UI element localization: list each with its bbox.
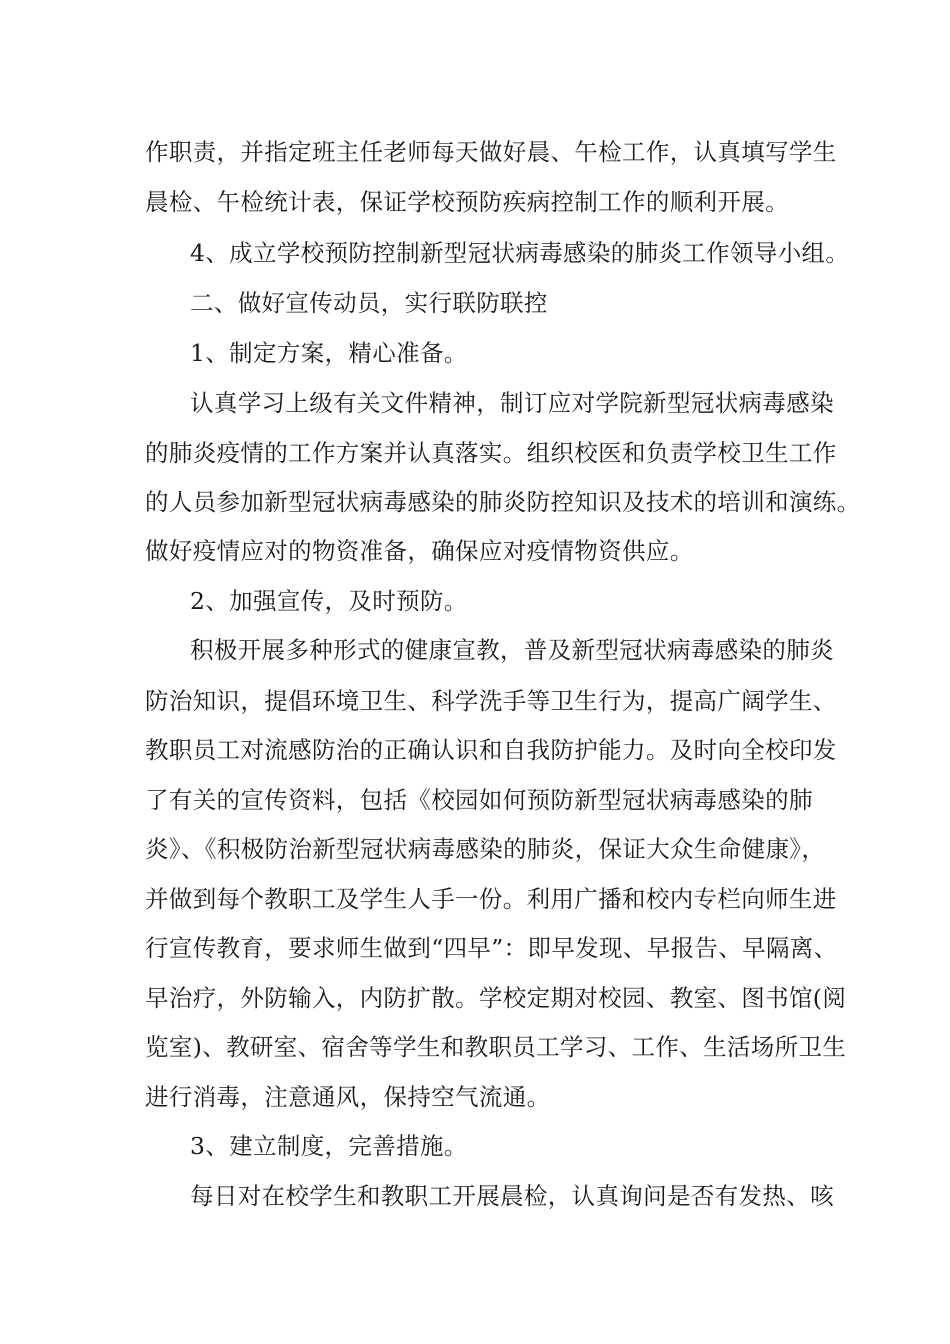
text-line: 进行消毒，注意通风，保持空气流通。 [145,1083,551,1111]
text-line: 了有关的宣传资料，包括《校园如何预防新型冠状病毒感染的肺 [145,786,813,814]
text-line: 每日对在校学生和教职工开展晨检，认真询问是否有发热、咳 [190,1182,834,1210]
text-line: 览室)、教研室、宿舍等学生和教职员工学习、工作、生活场所卫生 [145,1033,847,1061]
text-line: 的肺炎疫情的工作方案并认真落实。组织校医和负责学校卫生工作 [145,439,837,467]
text-line: 的人员参加新型冠状病毒感染的肺炎防控知识及技术的培训和演练。 [145,488,861,516]
text-line: 行宣传教育，要求师生做到“四早”：即早发现、早报告、早隔离、 [145,934,838,962]
text-line: 并做到每个教职工及学生人手一份。利用广播和校内专栏向师生进 [145,885,837,913]
subsection-heading: 2、加强宣传，及时预防。 [190,587,468,615]
text-line: 炎》、《积极防治新型冠状病毒感染的肺炎，保证大众生命健康》， [145,835,826,863]
subsection-heading: 1、制定方案，精心准备。 [190,339,468,367]
text-line: 早治疗，外防输入，内防扩散。学校定期对校园、教室、图书馆(阅 [145,984,847,1012]
text-line: 积极开展多种形式的健康宣教，普及新型冠状病毒感染的肺炎 [190,636,834,664]
text-line: 晨检、午检统计表，保证学校预防疾病控制工作的顺利开展。 [145,188,789,216]
text-line: 防治知识，提倡环境卫生、科学洗手等卫生行为，提高广阔学生、 [145,687,837,715]
text-line: 做好疫情应对的物资准备，确保应对疫情物资供应。 [145,537,694,565]
text-line: 教职员工对流感防治的正确认识和自我防护能力。及时向全校印发 [145,736,837,764]
text-line: 4、成立学校预防控制新型冠状病毒感染的肺炎工作领导小组。 [190,239,850,267]
text-line: 作职责，并指定班主任老师每天做好晨、午检工作，认真填写学生 [145,138,837,166]
text-line: 认真学习上级有关文件精神，制订应对学院新型冠状病毒感染 [190,389,834,417]
subsection-heading: 3、建立制度，完善措施。 [190,1132,468,1160]
section-heading: 二、做好宣传动员，实行联防联控 [190,289,548,317]
